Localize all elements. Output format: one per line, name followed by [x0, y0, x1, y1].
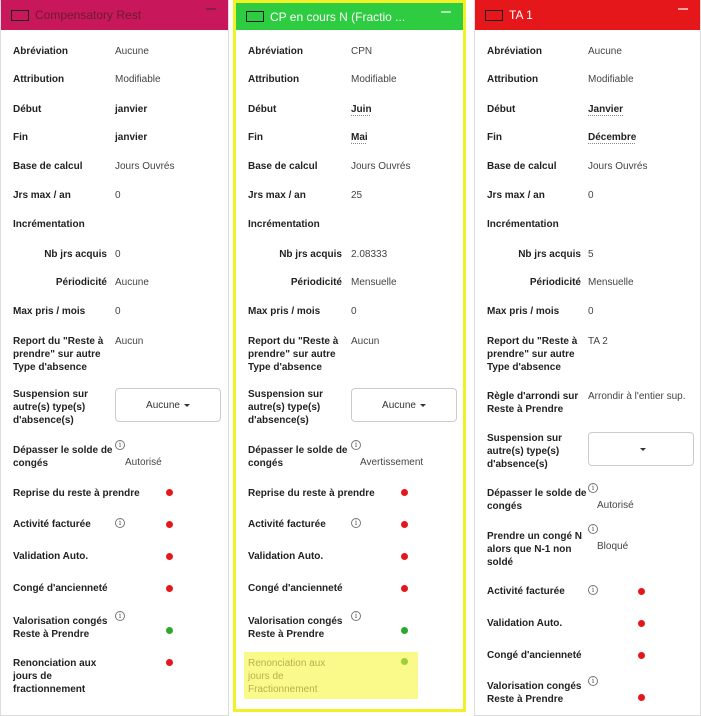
field-label: Attribution: [13, 74, 65, 85]
field-value: CPN: [351, 46, 373, 57]
field-label: Nb jrs acquis: [279, 249, 342, 260]
field-value: Mensuelle: [351, 277, 397, 288]
field-value: Aucune: [588, 46, 622, 57]
field-label: Périodicité: [529, 277, 581, 288]
field-label: fractionnement: [13, 684, 86, 695]
field-label: Congé d'ancienneté: [13, 583, 108, 594]
suspension-dropdown[interactable]: [115, 388, 221, 422]
field-value: 2.08333: [351, 249, 388, 260]
field-value: janvier: [115, 104, 148, 115]
card-header[interactable]: [475, 0, 700, 30]
color-swatch-icon: [246, 11, 264, 22]
field-value: Jours Ouvrés: [588, 161, 648, 172]
field-value: Mensuelle: [588, 277, 634, 288]
field-label: Activité facturée: [487, 586, 565, 597]
status-dot-icon[interactable]: [166, 627, 173, 634]
info-icon[interactable]: i: [115, 440, 125, 450]
status-dot-icon[interactable]: [401, 658, 408, 665]
field-label: Jrs max / an: [248, 190, 306, 201]
field-label: Fin: [248, 132, 263, 143]
field-label: Type d'absence: [487, 362, 561, 373]
field-value: Bloqué: [597, 541, 629, 552]
field-label: Valorisation congés: [248, 616, 343, 627]
field-label: congés: [248, 458, 284, 469]
field-value: Modifiable: [588, 74, 634, 85]
field-value: 25: [351, 190, 363, 201]
field-label: Congé d'ancienneté: [487, 650, 582, 661]
status-dot-icon[interactable]: [166, 521, 173, 528]
field-value: 0: [115, 249, 121, 260]
field-value: 0: [351, 306, 357, 317]
field-value: Aucune: [115, 277, 149, 288]
field-label: jours de: [13, 671, 52, 682]
field-label: Reprise du reste à prendre: [13, 488, 140, 499]
field-value: Aucune: [115, 46, 149, 57]
field-label: Règle d'arrondi sur: [487, 391, 579, 402]
field-label: Reprise du reste à prendre: [248, 488, 375, 499]
field-label: Abréviation: [487, 46, 543, 57]
field-label: Fin: [13, 132, 28, 143]
field-value: janvier: [115, 132, 148, 143]
field-label: Début: [13, 104, 42, 115]
field-value: Arrondir à l'entier sup.: [588, 391, 686, 402]
field-label: Validation Auto.: [487, 618, 563, 629]
field-label: Début: [248, 104, 277, 115]
field-label: d'absence(s): [487, 459, 548, 470]
field-label: Congé d'ancienneté: [248, 583, 343, 594]
field-label: Base de calcul: [248, 161, 318, 172]
field-label: Jrs max / an: [487, 190, 545, 201]
field-value[interactable]: Décembre: [588, 132, 637, 143]
field-label: autre(s) type(s): [248, 402, 321, 413]
field-label: jours de: [248, 671, 284, 682]
field-label: Valorisation congés: [13, 616, 108, 627]
field-label: Dépasser le solde de: [487, 488, 587, 499]
field-value: 0: [588, 306, 594, 317]
absence-card-compensatory-rest[interactable]: [0, 0, 229, 716]
field-label: Max pris / mois: [248, 306, 321, 317]
info-icon[interactable]: i: [588, 676, 598, 686]
field-label: Périodicité: [55, 277, 107, 288]
field-label: Report du "Reste à: [248, 336, 339, 347]
collapse-icon[interactable]: [441, 11, 451, 13]
field-value: 0: [115, 190, 121, 201]
field-label: d'absence(s): [248, 415, 309, 426]
field-label: Reste à Prendre: [487, 694, 564, 705]
info-icon[interactable]: i: [351, 518, 361, 528]
field-label: Activité facturée: [248, 519, 326, 530]
field-label: Reste à Prendre: [487, 404, 564, 415]
field-value: TA 2: [588, 336, 608, 347]
status-dot-icon[interactable]: [401, 585, 408, 592]
dropdown-value: Aucune: [382, 399, 416, 411]
info-icon[interactable]: i: [588, 585, 598, 595]
field-label: Abréviation: [13, 46, 69, 57]
info-icon[interactable]: i: [588, 524, 598, 534]
absence-card-cp-en-cours[interactable]: [233, 0, 466, 712]
card-title: TA 1: [509, 8, 533, 22]
field-value[interactable]: Janvier: [588, 104, 624, 115]
field-label: Type d'absence: [248, 362, 322, 373]
field-value[interactable]: Juin: [351, 104, 372, 115]
suspension-dropdown[interactable]: [588, 432, 694, 466]
field-value: 0: [588, 190, 594, 201]
field-label: Périodicité: [290, 277, 342, 288]
collapse-icon[interactable]: [678, 8, 688, 10]
field-label: Prendre un congé N: [487, 531, 583, 542]
field-value[interactable]: Mai: [351, 132, 368, 143]
field-label: Incrémentation: [487, 219, 559, 230]
field-label: Suspension sur: [487, 433, 563, 444]
absence-card-ta1[interactable]: [474, 0, 701, 716]
field-value: Jours Ouvrés: [115, 161, 175, 172]
field-label: Activité facturée: [13, 519, 91, 530]
caret-down-icon: [184, 404, 190, 407]
card-header[interactable]: [1, 0, 228, 30]
status-dot-icon[interactable]: [638, 588, 645, 595]
card-header[interactable]: [236, 3, 463, 30]
field-value: Avertissement: [360, 457, 424, 468]
field-label: d'absence(s): [13, 415, 74, 426]
field-value: Autorisé: [597, 500, 634, 511]
status-dot-icon[interactable]: [638, 652, 645, 659]
field-label: Suspension sur: [248, 389, 324, 400]
suspension-dropdown[interactable]: [351, 388, 457, 422]
status-dot-icon[interactable]: [166, 585, 173, 592]
field-label: Abréviation: [248, 46, 304, 57]
field-label: congés: [487, 501, 523, 512]
field-label: Report du "Reste à: [487, 336, 578, 347]
field-label: Valorisation congés: [487, 681, 582, 692]
field-label: Incrémentation: [13, 219, 85, 230]
card-title: Compensatory Rest: [35, 8, 142, 22]
field-label: Base de calcul: [487, 161, 557, 172]
field-label: congés: [13, 458, 49, 469]
field-value: Autorisé: [125, 457, 162, 468]
field-label: Base de calcul: [13, 161, 83, 172]
field-label: Nb jrs acquis: [44, 249, 107, 260]
info-icon[interactable]: i: [115, 518, 125, 528]
field-label: Reste à Prendre: [13, 629, 90, 640]
info-icon[interactable]: i: [115, 611, 125, 621]
field-label: autre(s) type(s): [487, 446, 560, 457]
field-value: Modifiable: [115, 74, 161, 85]
field-label: Validation Auto.: [13, 551, 89, 562]
info-icon[interactable]: i: [588, 483, 598, 493]
collapse-icon[interactable]: [206, 8, 216, 10]
field-label: Suspension sur: [13, 389, 89, 400]
status-dot-icon[interactable]: [401, 553, 408, 560]
status-dot-icon[interactable]: [166, 553, 173, 560]
field-label: Type d'absence: [13, 362, 87, 373]
status-dot-icon[interactable]: [401, 489, 408, 496]
info-icon[interactable]: i: [351, 440, 361, 450]
field-label: prendre" sur autre: [248, 349, 336, 360]
field-label: Max pris / mois: [13, 306, 86, 317]
field-value: Modifiable: [351, 74, 397, 85]
info-icon[interactable]: i: [351, 611, 361, 621]
caret-down-icon: [420, 404, 426, 407]
status-dot-icon[interactable]: [401, 521, 408, 528]
field-label: autre(s) type(s): [13, 402, 86, 413]
field-label: prendre" sur autre: [487, 349, 575, 360]
status-dot-icon[interactable]: [166, 489, 173, 496]
field-label: Dépasser le solde de: [13, 445, 113, 456]
caret-down-icon: [640, 448, 646, 451]
status-dot-icon[interactable]: [401, 627, 408, 634]
field-label: soldé: [487, 557, 514, 568]
status-dot-icon[interactable]: [638, 620, 645, 627]
field-label: Attribution: [487, 74, 539, 85]
field-label: Report du "Reste à: [13, 336, 104, 347]
field-label: Reste à Prendre: [248, 629, 325, 640]
field-label: Jrs max / an: [13, 190, 71, 201]
field-label: Nb jrs acquis: [518, 249, 581, 260]
field-value: 5: [588, 249, 594, 260]
status-dot-icon[interactable]: [638, 694, 645, 701]
status-dot-icon[interactable]: [166, 659, 173, 666]
field-label: Début: [487, 104, 516, 115]
field-label: Renonciation aux: [248, 658, 326, 669]
field-label: Incrémentation: [248, 219, 320, 230]
field-label: Attribution: [248, 74, 300, 85]
field-label: prendre" sur autre: [13, 349, 101, 360]
field-value: 0: [115, 306, 121, 317]
field-label: alors que N-1 non: [487, 544, 572, 555]
field-label: Fractionnement: [248, 684, 318, 695]
field-label: Validation Auto.: [248, 551, 324, 562]
field-label: Dépasser le solde de: [248, 445, 348, 456]
color-swatch-icon: [11, 10, 29, 21]
card-title: CP en cours N (Fractio ...: [270, 9, 406, 24]
highlighted-row-renonciation[interactable]: [244, 652, 418, 699]
field-value: Aucun: [115, 336, 144, 347]
field-label: Fin: [487, 132, 502, 143]
field-label: Renonciation aux: [13, 658, 97, 669]
dropdown-value: Aucune: [146, 399, 180, 411]
field-value: Aucun: [351, 336, 380, 347]
field-label: Max pris / mois: [487, 306, 560, 317]
field-value: Jours Ouvrés: [351, 161, 411, 172]
color-swatch-icon: [485, 10, 503, 21]
